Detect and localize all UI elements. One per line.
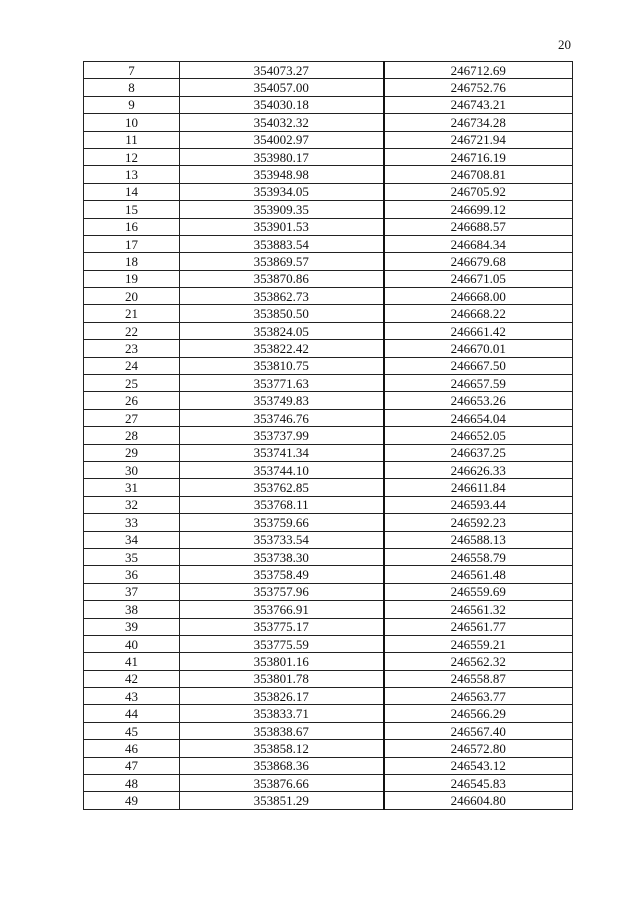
table-row bbox=[84, 514, 573, 531]
point-number-cell: 26 bbox=[84, 392, 180, 409]
y-coordinate-cell: 246752.76 bbox=[384, 79, 573, 96]
table-row bbox=[84, 444, 573, 461]
table-row bbox=[84, 183, 573, 200]
x-coordinate-cell: 353771.63 bbox=[180, 375, 384, 392]
y-coordinate-cell: 246592.23 bbox=[384, 514, 573, 531]
y-coordinate-cell: 246545.83 bbox=[384, 775, 573, 792]
point-number-cell: 30 bbox=[84, 461, 180, 478]
x-coordinate-cell: 353758.49 bbox=[180, 566, 384, 583]
y-coordinate-cell: 246562.32 bbox=[384, 653, 573, 670]
x-coordinate-cell: 354073.27 bbox=[180, 62, 384, 79]
table-row bbox=[84, 618, 573, 635]
y-coordinate-cell: 246699.12 bbox=[384, 201, 573, 218]
y-coordinate-cell: 246705.92 bbox=[384, 183, 573, 200]
table-row bbox=[84, 566, 573, 583]
table-row bbox=[84, 775, 573, 792]
x-coordinate-cell: 353762.85 bbox=[180, 479, 384, 496]
point-number-cell: 43 bbox=[84, 688, 180, 705]
point-number-cell: 46 bbox=[84, 740, 180, 757]
x-coordinate-cell: 353980.17 bbox=[180, 148, 384, 165]
y-coordinate-cell: 246671.05 bbox=[384, 270, 573, 287]
y-coordinate-cell: 246657.59 bbox=[384, 375, 573, 392]
point-number-cell: 29 bbox=[84, 444, 180, 461]
x-coordinate-cell: 353850.50 bbox=[180, 305, 384, 322]
point-number-cell: 38 bbox=[84, 601, 180, 618]
table-row bbox=[84, 114, 573, 131]
table-row bbox=[84, 548, 573, 565]
point-number-cell: 7 bbox=[84, 62, 180, 79]
y-coordinate-cell: 246588.13 bbox=[384, 531, 573, 548]
table-row bbox=[84, 792, 573, 809]
page-number: 20 bbox=[558, 37, 571, 52]
y-coordinate-cell: 246679.68 bbox=[384, 253, 573, 270]
table-row bbox=[84, 688, 573, 705]
point-number-cell: 31 bbox=[84, 479, 180, 496]
y-coordinate-cell: 246558.79 bbox=[384, 548, 573, 565]
x-coordinate-cell: 353822.42 bbox=[180, 340, 384, 357]
x-coordinate-cell: 353741.34 bbox=[180, 444, 384, 461]
coordinates-table-body bbox=[84, 62, 573, 810]
table-row bbox=[84, 148, 573, 165]
x-coordinate-cell: 353826.17 bbox=[180, 688, 384, 705]
x-coordinate-cell: 353749.83 bbox=[180, 392, 384, 409]
table-row bbox=[84, 235, 573, 252]
y-coordinate-cell: 246653.26 bbox=[384, 392, 573, 409]
table-row bbox=[84, 705, 573, 722]
y-coordinate-cell: 246734.28 bbox=[384, 114, 573, 131]
y-coordinate-cell: 246668.22 bbox=[384, 305, 573, 322]
point-number-cell: 15 bbox=[84, 201, 180, 218]
x-coordinate-cell: 353838.67 bbox=[180, 722, 384, 739]
x-coordinate-cell: 353766.91 bbox=[180, 601, 384, 618]
point-number-cell: 22 bbox=[84, 322, 180, 339]
point-number-cell: 42 bbox=[84, 670, 180, 687]
y-coordinate-cell: 246611.84 bbox=[384, 479, 573, 496]
point-number-cell: 9 bbox=[84, 96, 180, 113]
point-number-cell: 48 bbox=[84, 775, 180, 792]
table-row bbox=[84, 79, 573, 96]
x-coordinate-cell: 353948.98 bbox=[180, 166, 384, 183]
table-row bbox=[84, 635, 573, 652]
x-coordinate-cell: 353775.59 bbox=[180, 635, 384, 652]
table-row bbox=[84, 218, 573, 235]
x-coordinate-cell: 353870.86 bbox=[180, 270, 384, 287]
x-coordinate-cell: 353868.36 bbox=[180, 757, 384, 774]
x-coordinate-cell: 353824.05 bbox=[180, 322, 384, 339]
point-number-cell: 12 bbox=[84, 148, 180, 165]
table-row bbox=[84, 375, 573, 392]
table-row bbox=[84, 288, 573, 305]
point-number-cell: 35 bbox=[84, 548, 180, 565]
table-row bbox=[84, 131, 573, 148]
x-coordinate-cell: 354002.97 bbox=[180, 131, 384, 148]
y-coordinate-cell: 246559.69 bbox=[384, 583, 573, 600]
x-coordinate-cell: 353862.73 bbox=[180, 288, 384, 305]
point-number-cell: 34 bbox=[84, 531, 180, 548]
table-row bbox=[84, 253, 573, 270]
point-number-cell: 14 bbox=[84, 183, 180, 200]
y-coordinate-cell: 246688.57 bbox=[384, 218, 573, 235]
table-row bbox=[84, 531, 573, 548]
y-coordinate-cell: 246637.25 bbox=[384, 444, 573, 461]
point-number-cell: 17 bbox=[84, 235, 180, 252]
point-number-cell: 25 bbox=[84, 375, 180, 392]
x-coordinate-cell: 353851.29 bbox=[180, 792, 384, 809]
x-coordinate-cell: 354057.00 bbox=[180, 79, 384, 96]
point-number-cell: 45 bbox=[84, 722, 180, 739]
point-number-cell: 13 bbox=[84, 166, 180, 183]
point-number-cell: 44 bbox=[84, 705, 180, 722]
point-number-cell: 40 bbox=[84, 635, 180, 652]
point-number-cell: 11 bbox=[84, 131, 180, 148]
point-number-cell: 28 bbox=[84, 427, 180, 444]
y-coordinate-cell: 246561.32 bbox=[384, 601, 573, 618]
table-row bbox=[84, 653, 573, 670]
table-row bbox=[84, 305, 573, 322]
table-row bbox=[84, 392, 573, 409]
x-coordinate-cell: 353744.10 bbox=[180, 461, 384, 478]
x-coordinate-cell: 354032.32 bbox=[180, 114, 384, 131]
y-coordinate-cell: 246654.04 bbox=[384, 409, 573, 426]
point-number-cell: 23 bbox=[84, 340, 180, 357]
y-coordinate-cell: 246670.01 bbox=[384, 340, 573, 357]
point-number-cell: 24 bbox=[84, 357, 180, 374]
table-row bbox=[84, 96, 573, 113]
point-number-cell: 16 bbox=[84, 218, 180, 235]
point-number-cell: 19 bbox=[84, 270, 180, 287]
y-coordinate-cell: 246543.12 bbox=[384, 757, 573, 774]
table-row bbox=[84, 322, 573, 339]
point-number-cell: 8 bbox=[84, 79, 180, 96]
x-coordinate-cell: 353869.57 bbox=[180, 253, 384, 270]
table-row bbox=[84, 340, 573, 357]
y-coordinate-cell: 246712.69 bbox=[384, 62, 573, 79]
point-number-cell: 18 bbox=[84, 253, 180, 270]
table-row bbox=[84, 757, 573, 774]
table-row bbox=[84, 479, 573, 496]
x-coordinate-cell: 353876.66 bbox=[180, 775, 384, 792]
x-coordinate-cell: 353833.71 bbox=[180, 705, 384, 722]
y-coordinate-cell: 246708.81 bbox=[384, 166, 573, 183]
y-coordinate-cell: 246561.77 bbox=[384, 618, 573, 635]
table-row bbox=[84, 270, 573, 287]
y-coordinate-cell: 246667.50 bbox=[384, 357, 573, 374]
x-coordinate-cell: 353737.99 bbox=[180, 427, 384, 444]
y-coordinate-cell: 246652.05 bbox=[384, 427, 573, 444]
table-row bbox=[84, 740, 573, 757]
table-row bbox=[84, 583, 573, 600]
x-coordinate-cell: 353746.76 bbox=[180, 409, 384, 426]
x-coordinate-cell: 353901.53 bbox=[180, 218, 384, 235]
point-number-cell: 37 bbox=[84, 583, 180, 600]
y-coordinate-cell: 246563.77 bbox=[384, 688, 573, 705]
y-coordinate-cell: 246743.21 bbox=[384, 96, 573, 113]
table-row bbox=[84, 722, 573, 739]
table-row bbox=[84, 461, 573, 478]
y-coordinate-cell: 246721.94 bbox=[384, 131, 573, 148]
x-coordinate-cell: 353738.30 bbox=[180, 548, 384, 565]
table-row bbox=[84, 357, 573, 374]
x-coordinate-cell: 353909.35 bbox=[180, 201, 384, 218]
table-row bbox=[84, 166, 573, 183]
table-row bbox=[84, 201, 573, 218]
coordinates-table bbox=[83, 61, 573, 810]
y-coordinate-cell: 246567.40 bbox=[384, 722, 573, 739]
x-coordinate-cell: 353934.05 bbox=[180, 183, 384, 200]
table-row bbox=[84, 496, 573, 513]
table-row bbox=[84, 670, 573, 687]
y-coordinate-cell: 246572.80 bbox=[384, 740, 573, 757]
y-coordinate-cell: 246604.80 bbox=[384, 792, 573, 809]
x-coordinate-cell: 353883.54 bbox=[180, 235, 384, 252]
table-row bbox=[84, 427, 573, 444]
y-coordinate-cell: 246684.34 bbox=[384, 235, 573, 252]
x-coordinate-cell: 353810.75 bbox=[180, 357, 384, 374]
point-number-cell: 41 bbox=[84, 653, 180, 670]
point-number-cell: 33 bbox=[84, 514, 180, 531]
x-coordinate-cell: 354030.18 bbox=[180, 96, 384, 113]
point-number-cell: 36 bbox=[84, 566, 180, 583]
y-coordinate-cell: 246559.21 bbox=[384, 635, 573, 652]
y-coordinate-cell: 246566.29 bbox=[384, 705, 573, 722]
y-coordinate-cell: 246668.00 bbox=[384, 288, 573, 305]
point-number-cell: 49 bbox=[84, 792, 180, 809]
y-coordinate-cell: 246661.42 bbox=[384, 322, 573, 339]
point-number-cell: 47 bbox=[84, 757, 180, 774]
x-coordinate-cell: 353801.16 bbox=[180, 653, 384, 670]
y-coordinate-cell: 246561.48 bbox=[384, 566, 573, 583]
point-number-cell: 39 bbox=[84, 618, 180, 635]
y-coordinate-cell: 246716.19 bbox=[384, 148, 573, 165]
table-row bbox=[84, 62, 573, 79]
x-coordinate-cell: 353768.11 bbox=[180, 496, 384, 513]
point-number-cell: 10 bbox=[84, 114, 180, 131]
x-coordinate-cell: 353757.96 bbox=[180, 583, 384, 600]
point-number-cell: 32 bbox=[84, 496, 180, 513]
point-number-cell: 21 bbox=[84, 305, 180, 322]
table-row bbox=[84, 409, 573, 426]
x-coordinate-cell: 353858.12 bbox=[180, 740, 384, 757]
x-coordinate-cell: 353759.66 bbox=[180, 514, 384, 531]
x-coordinate-cell: 353801.78 bbox=[180, 670, 384, 687]
point-number-cell: 27 bbox=[84, 409, 180, 426]
y-coordinate-cell: 246593.44 bbox=[384, 496, 573, 513]
x-coordinate-cell: 353733.54 bbox=[180, 531, 384, 548]
point-number-cell: 20 bbox=[84, 288, 180, 305]
y-coordinate-cell: 246558.87 bbox=[384, 670, 573, 687]
table-row bbox=[84, 601, 573, 618]
y-coordinate-cell: 246626.33 bbox=[384, 461, 573, 478]
x-coordinate-cell: 353775.17 bbox=[180, 618, 384, 635]
